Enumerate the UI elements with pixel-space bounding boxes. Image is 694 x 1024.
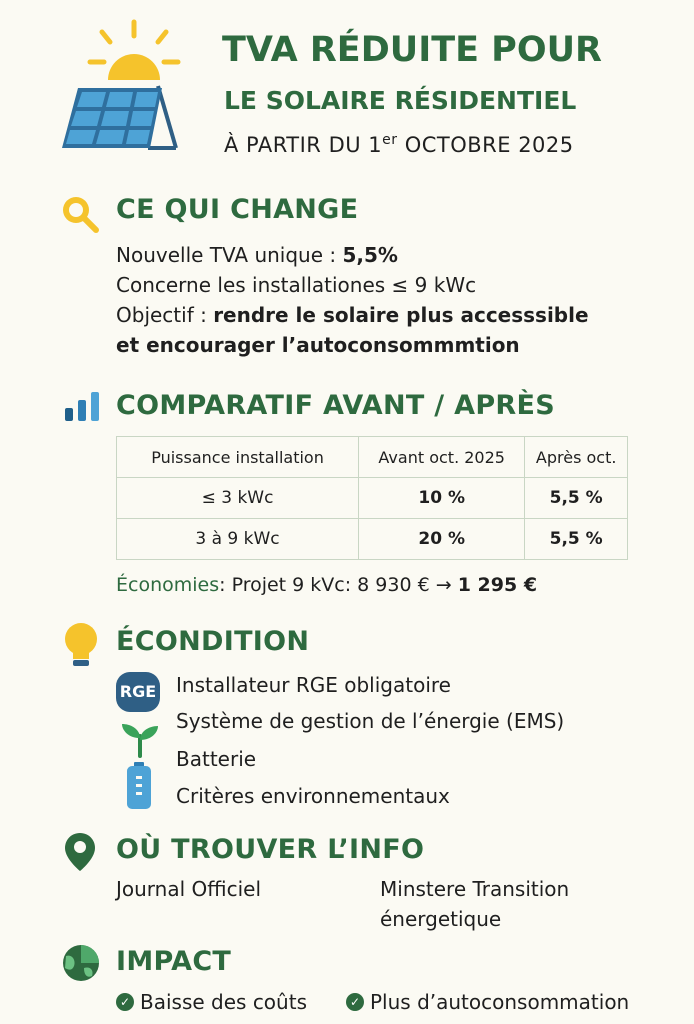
- table-cell-power: ≤ 3 kWc: [117, 478, 359, 519]
- info-source-ministry: [380, 874, 569, 934]
- savings-value: 1 295 €: [457, 574, 538, 596]
- condition-item-battery: Batterie: [176, 747, 257, 771]
- check-circle-icon: ✓: [116, 993, 134, 1011]
- plant-icon: [120, 718, 160, 758]
- page-subtitle: LE SOLAIRE RÉSIDENTIEL: [224, 86, 577, 115]
- changes-line-goal-bold: rendre le solaire plus accesssible: [213, 303, 589, 327]
- table-cell-before: 10 %: [359, 478, 525, 519]
- impact-title: IMPACT: [116, 946, 232, 977]
- info-source-journal: Journal Officiel: [116, 877, 262, 901]
- changes-body: [116, 240, 589, 360]
- changes-title: CE QUI CHANGE: [116, 194, 359, 225]
- changes-line-goal-text: Objectif :: [116, 303, 214, 327]
- savings-line: [116, 570, 537, 600]
- table-cell-after: 5,5 %: [525, 519, 628, 560]
- table-header-before: Avant oct. 2025: [359, 437, 525, 478]
- table-cell-before: 20 %: [359, 519, 525, 560]
- savings-text: : Projet 9 kVc: 8 930 € →: [219, 574, 458, 596]
- table-header-row: [117, 437, 628, 478]
- changes-line-goal-cont: et encourager l’autoconsommmtion: [116, 333, 520, 357]
- effective-date-suffix: OCTOBRE 2025: [397, 133, 574, 157]
- location-pin-icon: [64, 832, 96, 872]
- changes-line-goal: [116, 300, 589, 330]
- condition-item-rge: Installateur RGE obligatoire: [176, 673, 451, 697]
- impact-item-selfconsumption: [346, 990, 629, 1014]
- impact-item-costs: [116, 990, 307, 1014]
- lightbulb-icon: [62, 622, 100, 668]
- table-row: [117, 519, 628, 560]
- savings-label: Économies: [116, 574, 220, 596]
- solar-panel-sun-icon: [50, 14, 190, 159]
- effective-date-sup: er: [382, 132, 398, 148]
- info-source-ministry-line2: énergetique: [380, 907, 502, 931]
- comparison-table: [116, 436, 628, 560]
- changes-line-vat-value: 5,5%: [342, 243, 398, 267]
- changes-line-vat-text: Nouvelle TVA unique :: [116, 243, 343, 267]
- table-row: [117, 478, 628, 519]
- comparison-title: COMPARATIF AVANT / APRÈS: [116, 390, 556, 421]
- page-title: TVA RÉDUITE POUR: [222, 30, 602, 70]
- table-cell-after: 5,5 %: [525, 478, 628, 519]
- check-circle-icon: ✓: [346, 993, 364, 1011]
- table-header-after: Après oct.: [525, 437, 628, 478]
- globe-icon: [62, 944, 100, 982]
- condition-item-ems: Système de gestion de l’énergie (EMS): [176, 709, 565, 733]
- info-title: OÙ TROUVER L’INFO: [116, 834, 425, 865]
- effective-date: [224, 132, 574, 157]
- impact-item-selfconsumption-label: Plus d’autoconsommation: [370, 990, 630, 1014]
- battery-icon: [126, 762, 152, 810]
- conditions-title: ÉCONDITION: [116, 626, 310, 657]
- rge-badge-icon: RGE: [116, 672, 160, 712]
- magnifier-icon: [60, 194, 100, 234]
- table-cell-power: 3 à 9 kWc: [117, 519, 359, 560]
- effective-date-prefix: À PARTIR DU 1: [224, 133, 383, 157]
- changes-line-vat: [116, 240, 589, 270]
- table-header-power: Puissance installation: [117, 437, 359, 478]
- bar-chart-icon: [64, 390, 100, 422]
- info-source-ministry-line1: Minstere Transition: [380, 877, 570, 901]
- impact-item-costs-label: Baisse des coûts: [140, 990, 307, 1014]
- condition-item-environment: Critères environnementaux: [176, 784, 450, 808]
- changes-line-scope: Concerne les installationes ≤ 9 kWc: [116, 273, 477, 297]
